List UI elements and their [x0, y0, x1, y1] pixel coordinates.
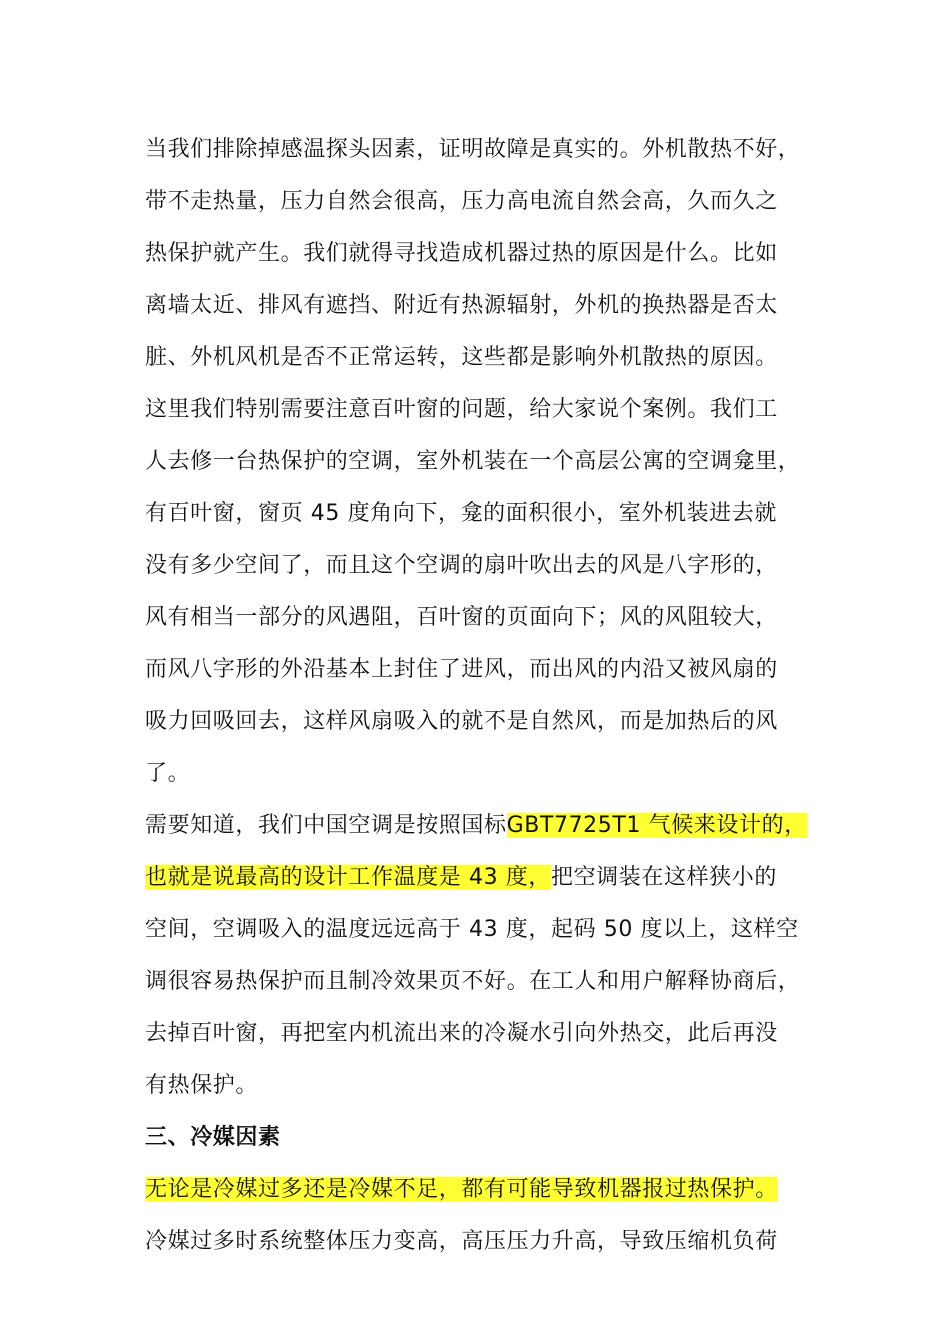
highlighted-text: GBT7725T1 气候来设计的，	[506, 813, 807, 838]
paragraph-line: 热保护就产生。我们就得寻找造成机器过热的原因是什么。比如	[145, 241, 778, 266]
line-text: 把空调装在这样狭小的	[550, 865, 777, 890]
paragraph-line-highlighted	[145, 810, 845, 842]
paragraph-line: 风有相当一部分的风遇阻，百叶窗的页面向下；风的风阻较大，	[145, 605, 778, 630]
paragraph-line: 没有多少空间了，而且这个空调的扇叶吹出去的风是八字形的，	[145, 553, 778, 578]
highlighted-line	[145, 1174, 845, 1206]
paragraph-line: 有热保护。	[145, 1073, 259, 1098]
paragraph-line: 了。	[145, 761, 191, 786]
paragraph-line: 调很容易热保护而且制冷效果页不好。在工人和用户解释协商后，	[145, 969, 801, 994]
paragraph-line: 有百叶窗，窗页 45 度角向下，龛的面积很小，室外机装进去就	[145, 501, 777, 526]
paragraph-line: 脏、外机风机是否不正常运转，这些都是影响外机散热的原因。	[145, 345, 778, 370]
paragraph-line: 带不走热量，压力自然会很高，压力高电流自然会高，久而久之	[145, 189, 778, 214]
section-heading: 三、冷媒因素	[145, 1125, 281, 1150]
paragraph-line-highlighted	[145, 862, 845, 894]
paragraph-line: 去掉百叶窗，再把室内机流出来的冷凝水引向外热交，此后再没	[145, 1021, 778, 1046]
paragraph-line: 吸力回吸回去，这样风扇吸入的就不是自然风，而是加热后的风	[145, 709, 778, 734]
paragraph-line: 离墙太近、排风有遮挡、附近有热源辐射，外机的换热器是否太	[145, 293, 778, 318]
paragraph-line: 空间，空调吸入的温度远远高于 43 度，起码 50 度以上，这样空	[145, 917, 799, 942]
paragraph-line: 冷媒过多时系统整体压力变高，高压压力升高，导致压缩机负荷	[145, 1229, 778, 1254]
line-text: 需要知道，我们中国空调是按照国标	[145, 813, 507, 838]
paragraph-line: 当我们排除掉感温探头因素，证明故障是真实的。外机散热不好，	[145, 137, 801, 162]
highlighted-text: 也就是说最高的设计工作温度是 43 度，	[145, 865, 551, 890]
paragraph-line: 这里我们特别需要注意百叶窗的问题，给大家说个案例。我们工	[145, 397, 778, 422]
highlighted-text: 无论是冷媒过多还是冷媒不足，都有可能导致机器报过热保护。	[145, 1177, 778, 1202]
paragraph-line: 人去修一台热保护的空调，室外机装在一个高层公寓的空调龛里，	[145, 449, 801, 474]
paragraph-line: 而风八字形的外沿基本上封住了进风，而出风的内沿又被风扇的	[145, 657, 778, 682]
